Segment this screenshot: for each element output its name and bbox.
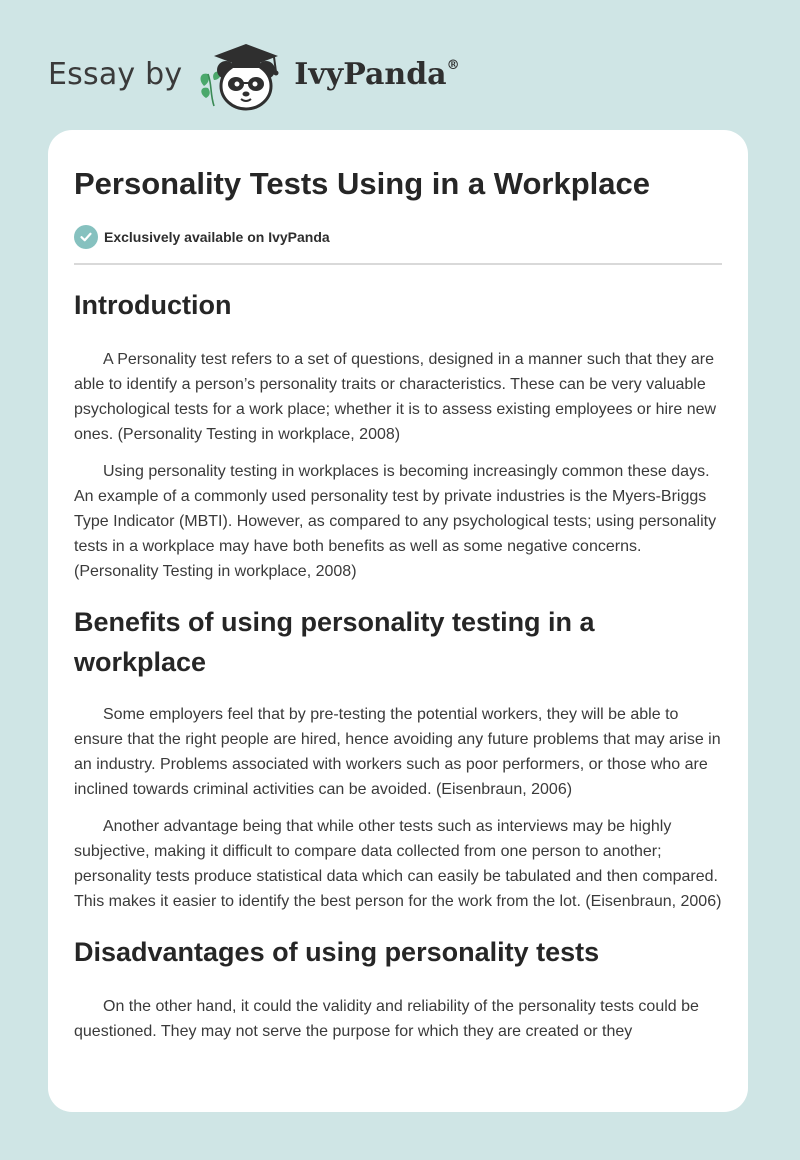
section-heading-introduction: Introduction [74, 290, 232, 320]
badge-text: Exclusively available on IvyPanda [104, 229, 330, 245]
paragraph: Another advantage being that while other tests such as interviews may be highly subjective, making it difficult to compare data collected from one person to another; personality tests produce statistical data which can easily be tabulated and then compared. This makes it easier to identify the best person for the work from the lot. (Eisenbraun, 2006) [74, 818, 722, 910]
section-heading-disadvantages: Disadvantages of using personality tests [74, 937, 600, 967]
paragraph: A Personality test refers to a set of questions, designed in a manner such that they are able to identify a person’s personality traits or characteristics. These can be very valuable psychological tests for a work place; whether it is to assess existing employees or hire new ones. (Personality Testing in workplace, 2008) [74, 351, 717, 443]
brand-name: IvyPanda® [294, 56, 460, 92]
panda-graduate-icon [196, 34, 292, 114]
essay-card [48, 130, 748, 1112]
paragraph: On the other hand, it could the validity and reliability of the personality tests could be questioned. They may not serve the purpose for which they are created or they [74, 998, 699, 1040]
check-circle-icon [74, 225, 98, 249]
brand-header[interactable] [48, 34, 460, 114]
registered-mark: ® [446, 57, 460, 73]
section-heading-benefits: Benefits of using personality testing in a workplace [74, 607, 595, 677]
title-divider [74, 263, 722, 265]
paragraph: Some employers feel that by pre-testing the potential workers, they will be able to ensure that the right people are hired, hence avoiding any future problems that may arise in an industry. Problems associated with workers such as poor performers, or those who are inclined towards criminal activities can be avoided. (Eisenbraun, 2006) [74, 706, 721, 798]
page-title: Personality Tests Using in a Workplace [74, 166, 650, 201]
brand-prefix: Essay by [48, 56, 183, 92]
exclusive-badge [74, 224, 722, 250]
paragraph: Using personality testing in workplaces is becoming increasingly common these days. An example of a commonly used personality test by private industries is the Myers-Briggs Type Indicator (MBTI). However, as compared to any psychological tests; using personality tests in a workplace may have both benefits as well as some negative concerns. (Personality Testing in workplace, 2008) [74, 463, 717, 580]
